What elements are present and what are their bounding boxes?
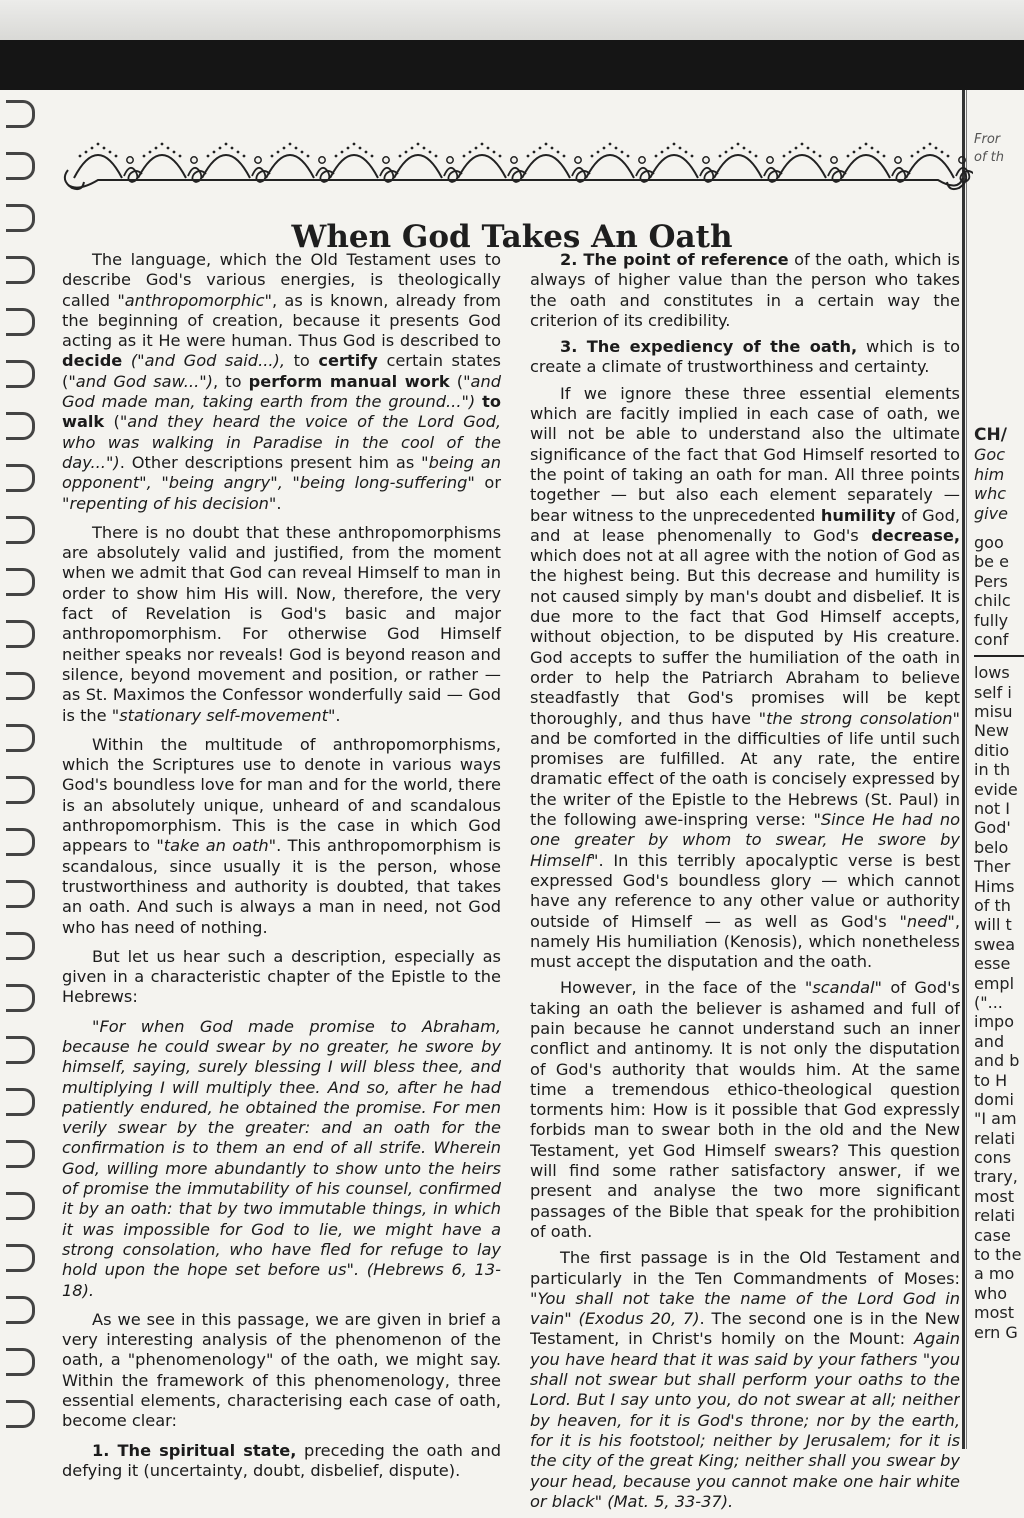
ornament-dot	[871, 147, 874, 150]
ornament-dot	[865, 143, 868, 146]
fragment-line: most	[974, 1303, 1014, 1323]
text-run: of God's taking an oath the believer is ashamed and full of pain because he cannot understand such an inner conflict and antinomy. It is not only the disputation of God's authority that woulds him. At the same time a tremendous ethico-theological question torments him: How is it possible that God expressly forbids man to swear both in the old and the New Testament, yet God Himself swears? This question will find some rather satisfactory answer, if we present and analyse the two more significant passages of the Bible that speak for the prohibition of oath.	[530, 978, 960, 1241]
ornament-dot	[481, 143, 484, 146]
text-run: decrease,	[871, 525, 960, 545]
ornament-arch	[714, 155, 762, 178]
text-run: .	[335, 705, 341, 725]
paragraph	[62, 735, 501, 938]
ornament-dot	[795, 147, 798, 150]
text-run: , as is known, already from the beginning of creation, because it presents God acting as it He were human. Thus God is described to	[62, 290, 501, 351]
text-run: or	[474, 473, 501, 493]
binding-loop	[6, 1140, 35, 1168]
ornament-dot	[109, 151, 112, 154]
ornament-dot	[429, 151, 432, 154]
binding-loop	[6, 1348, 35, 1376]
ornament-dot	[231, 147, 234, 150]
fragment-line: lows	[974, 663, 1010, 683]
paragraph	[530, 250, 960, 331]
fragment-line: not I	[974, 799, 1011, 819]
ornament-arch	[202, 155, 250, 178]
ornament-dot	[923, 147, 926, 150]
ornament-dot	[219, 147, 222, 150]
ornament-arch	[138, 155, 186, 178]
text-run: . This anthropomorphism is scandalous, since usually it is the person, whose trustworthiness and authority is doubted, that takes an oath. And such is always a man in need, not God who has need of nothing.	[62, 836, 501, 937]
fragment-line: fully	[974, 610, 1009, 630]
text-run: "Since He had no one greater by whom to swear, He swore by Himself"	[530, 810, 960, 870]
text-run: "the strong consolation"	[758, 708, 960, 728]
ornament-dot	[719, 155, 722, 158]
fragment-line: impo	[974, 1012, 1014, 1032]
fragment-line: ern G	[974, 1322, 1018, 1342]
ornament-arch	[330, 155, 378, 178]
ornament-dot	[341, 151, 344, 154]
text-run: Within the multitude of anthropomorphisms, which the Scriptures use to denote in various ways God's boundless love for man and for the world, there is an absolutely unique, unheard of and scandalous anthropomorphism. This is the case in which God appears to	[62, 734, 501, 856]
ornament-dot	[563, 155, 566, 158]
ornament-knot	[575, 157, 581, 163]
ornament-knot	[511, 157, 517, 163]
fragment-line: God'	[974, 818, 1011, 838]
binding-loop	[6, 360, 35, 388]
ornament-dot	[911, 155, 914, 158]
ornament-dot	[149, 151, 152, 154]
text-run: If we ignore these three essential elements which are facitly implied in each case of oath, we will not be able to understand also the ultimate significance of the fact that God Himself resorted to the point of taking an oath for man. All three points together — but also each element separately — bear witness to the unprecedented	[530, 383, 960, 525]
text-run: As we see in this passage, we are given in brief a very interesting analysis of the phenomenon of the oath, a "phenomenology" of the oath, we might say. Within the framework of this phenomenology, three essential elements, characterising each case of oath, become clear:	[62, 1309, 501, 1431]
ornament-flourish	[956, 168, 973, 182]
text-run: , namely His humiliation (Kenosis), which nonetheless must accept the disputation and the oath.	[530, 911, 960, 972]
ornament-arch	[778, 155, 826, 178]
ornament-dot	[551, 147, 554, 150]
ornament-dot	[527, 155, 530, 158]
ornament-knot	[319, 157, 325, 163]
ornament-dot	[877, 151, 880, 154]
ornament-dot	[469, 151, 472, 154]
text-run: "For when God made promise to Abraham, because he could swear by no greater, he swore by himself, saying, surely blessing I will bless thee, and multiplying I will multiply thee. And so, after he had patiently endured, he obtained the promise. For men verily swear by the greater: and an oath for the confirmation is to them an end of all strife. Wherein God, willing more abundantly to show unto the heirs of promise the immutability of his counsel, confirmed it by an oath: that by two immutable things, in which it was impossible for God to lie, we might have a strong consolation, who have fled for refuge to lay hold upon the hope set before us". (Hebrews 6, 13-18).	[62, 1016, 501, 1300]
paragraph	[62, 947, 501, 1008]
binding-loop	[6, 1244, 35, 1272]
text-run: "repenting of his decision"	[62, 493, 277, 513]
ornament-dot	[463, 155, 466, 158]
ornament-dot	[941, 151, 944, 154]
fragment-line: most	[974, 1186, 1014, 1206]
ornament-dot	[359, 147, 362, 150]
decorative-ornament-border	[58, 130, 973, 200]
binding-loop	[6, 568, 35, 596]
right-column	[530, 250, 960, 1518]
binding-loop	[6, 620, 35, 648]
ornament-dot	[667, 147, 670, 150]
binding-loop	[6, 1296, 35, 1324]
text-run: which is to create a climate of trustworthiness and certainty.	[530, 337, 960, 377]
text-run: to walk	[62, 392, 501, 432]
ornament-knot	[255, 157, 261, 163]
ornament-dot	[603, 147, 606, 150]
text-run: perform manual work	[248, 371, 450, 391]
ornament-knot	[703, 157, 709, 163]
ornament-dot	[295, 147, 298, 150]
ornament-dot	[679, 147, 682, 150]
ornament-dot	[91, 147, 94, 150]
ornament-dot	[85, 151, 88, 154]
binding-loop	[6, 1036, 35, 1064]
ornament-knot	[127, 157, 133, 163]
ornament-dot	[225, 143, 228, 146]
ornament-dot	[731, 147, 734, 150]
text-run: ("and God said...),	[122, 351, 294, 371]
text-run: "anthropomorphic"	[117, 290, 272, 310]
fragment-line: be e	[974, 552, 1009, 572]
binding-loop	[6, 464, 35, 492]
fragment-line: chilc	[974, 591, 1011, 611]
fragment-line: Pers	[974, 571, 1008, 591]
text-run: "stationary self-movement"	[111, 705, 336, 725]
text-run: "scandal"	[804, 978, 882, 998]
ornament-knot	[831, 157, 837, 163]
text-run: (	[449, 371, 464, 391]
ornament-dot	[97, 143, 100, 146]
ornament-dot	[307, 155, 310, 158]
ornament-dot	[487, 147, 490, 150]
ornament-dot	[749, 151, 752, 154]
fragment-line: will t	[974, 915, 1012, 935]
ornament-dot	[347, 147, 350, 150]
fragment-line: conf	[974, 629, 1009, 649]
text-run: The language, which the Old Testament uses to describe God's various energies, is theologically called	[62, 250, 501, 310]
binding-loop	[6, 1400, 35, 1428]
binding-loop	[6, 516, 35, 544]
fragment-line: CH/	[974, 425, 1007, 445]
fragment-line: Fror	[974, 132, 1001, 147]
fragment-line: who	[974, 1283, 1008, 1303]
binding-loop	[6, 1088, 35, 1116]
ornament-dot	[161, 143, 164, 146]
text-run: of the oath, which is always of higher value than the person who takes the oath and constitutes in a certain way the criterion of its credibility.	[530, 250, 960, 330]
ornament-arch	[650, 155, 698, 178]
ornament-knot	[639, 157, 645, 163]
ornament-baseline	[68, 178, 963, 188]
fragment-line: relati	[974, 1206, 1016, 1226]
text-run: . Other descriptions present him as	[119, 452, 422, 472]
text-run: "take an oath"	[156, 836, 277, 856]
binding-loop	[6, 880, 35, 908]
ornament-dot	[609, 143, 612, 146]
fragment-line: Hims	[974, 876, 1015, 896]
ornament-knot	[895, 157, 901, 163]
fragment-line: self i	[974, 682, 1012, 702]
ornament-arch	[522, 155, 570, 178]
ornament-dot	[237, 151, 240, 154]
fragment-line: relati	[974, 1128, 1016, 1148]
text-run: humility	[820, 505, 896, 525]
paragraph	[530, 337, 960, 378]
fragment-line: in th	[974, 760, 1011, 780]
ornament-arch	[906, 155, 954, 178]
ornament-dot	[597, 151, 600, 154]
ornament-dot	[621, 151, 624, 154]
ornament-dot	[929, 143, 932, 146]
ornament-dot	[213, 151, 216, 154]
ornament-dot	[783, 155, 786, 158]
text-run: to	[293, 351, 319, 371]
ornament-knot	[191, 157, 197, 163]
ornament-dot	[115, 155, 118, 158]
ornament-dot	[755, 155, 758, 158]
text-run: certify	[318, 351, 378, 371]
binding-loop	[6, 724, 35, 752]
page-edge	[962, 90, 965, 1449]
ornament-dot	[935, 147, 938, 150]
ornament-knot	[767, 157, 773, 163]
ornament-dot	[493, 151, 496, 154]
fragment-line: trary,	[974, 1167, 1018, 1187]
text-run: , to	[212, 371, 249, 391]
ornament-dot	[335, 155, 338, 158]
ornament-dot	[813, 151, 816, 154]
ornament-dot	[691, 155, 694, 158]
fragment-line: and b	[974, 1051, 1020, 1071]
ornament-dot	[807, 147, 810, 150]
paragraph	[530, 384, 960, 973]
text-run: Again you have heard that it was said by your fathers "you shall not swear but shall perform your oaths to the Lord. But I say unto you, do not swear at all; neither by heaven, for it is God's throne; nor by the earth, for it is his footstool; neither by Jerusalem; for it is the city of the great King; neither shall you swear by your head, because you cannot make one hair white or black" (Mat. 5, 33-37).	[530, 1329, 960, 1511]
text-run: There is no doubt that these anthropomorphisms are absolutely valid and justified, from the moment when we admit that God can reveal Himself to man in order to show him His will. Now, therefore, the very fact of Revelation is God's basic and major anthropomorphism. For otherwise God Himself neither speaks nor reveals! God is beyond reason and silence, beyond movement and position, or rather — as St. Maximos the Confessor wonderfully said — God is the	[62, 522, 501, 725]
fragment-line: evide	[974, 779, 1018, 799]
fragment-line: ("...	[974, 992, 1003, 1012]
ornament-dot	[591, 155, 594, 158]
ornament-dot	[539, 147, 542, 150]
ornament-dot	[545, 143, 548, 146]
binding-loop	[6, 932, 35, 960]
ornament-dot	[435, 155, 438, 158]
text-run: preceding the oath and defying it (uncertainty, doubt, disbelief, dispute).	[62, 1440, 501, 1480]
ornament-dot	[271, 155, 274, 158]
ornament-dot	[103, 147, 106, 150]
article-title: When God Takes An Oath	[291, 218, 733, 255]
ornament-dot	[499, 155, 502, 158]
left-column	[62, 250, 501, 1490]
binding-loop	[6, 100, 35, 128]
ornament-dot	[207, 155, 210, 158]
ornament-dot	[859, 147, 862, 150]
text-run: .	[276, 493, 282, 513]
paragraph	[62, 250, 501, 514]
paragraph	[530, 978, 960, 1242]
fragment-line: give	[974, 503, 1008, 523]
paragraph	[530, 1248, 960, 1512]
text-run: "being an opponent", "being angry", "being long-suffering"	[62, 452, 501, 493]
ornament-dot	[79, 155, 82, 158]
fragment-line: of th	[974, 150, 1004, 165]
ornament-dot	[417, 143, 420, 146]
fragment-rule	[974, 655, 1024, 657]
ornament-dot	[155, 147, 158, 150]
text-run: "and God saw...")	[68, 371, 213, 391]
ornament-dot	[661, 151, 664, 154]
ornament-dot	[243, 155, 246, 158]
ornament-dot	[655, 155, 658, 158]
ornament-arch	[586, 155, 634, 178]
ornament-dot	[173, 151, 176, 154]
text-run: But let us hear such a description, especially as given in a characteristic chapter of the Epistle to the Hebrews:	[62, 946, 501, 1007]
binding-loop	[6, 984, 35, 1012]
fragment-line: to the	[974, 1245, 1022, 1265]
fragment-line: goo	[974, 532, 1004, 552]
fragment-line: whc	[974, 484, 1007, 504]
paragraph	[62, 1017, 501, 1301]
binding-loop	[6, 308, 35, 336]
scan-top-margin	[0, 0, 1024, 40]
ornament-dot	[847, 155, 850, 158]
fragment-line: of th	[974, 895, 1011, 915]
fragment-line: empl	[974, 973, 1015, 993]
ornament-dot	[301, 151, 304, 154]
text-run: "and they heard the voice of the Lord God, who was walking in Paradise in the cool of the day...")	[62, 412, 501, 472]
fragment-line: domi	[974, 1089, 1014, 1109]
ornament-dot	[533, 151, 536, 154]
fragment-line: swea	[974, 934, 1016, 954]
text-run: which does not at all agree with the notion of God as the highest being. But this decrease and humility is not caused simply by man's doubt and disbelief. It is due more to the fact that God Himself accepts, without objection, to be disputed by His creature. God accepts to suffer the humiliation of the oath in order to help the Patriarch Abraham to believe steadfastly that God's promises will be kept thoroughly, and thus have	[530, 546, 960, 728]
spiral-binding	[0, 90, 40, 1449]
ornament-dot	[743, 147, 746, 150]
fragment-line: "I am	[974, 1109, 1017, 1129]
text-run: 2. The point of reference	[560, 250, 789, 269]
ornament-dot	[371, 155, 374, 158]
binding-loop	[6, 412, 35, 440]
ornament-dot	[277, 151, 280, 154]
ornament-dot	[801, 143, 804, 146]
ornament-dot	[283, 147, 286, 150]
ornament-dot	[819, 155, 822, 158]
binding-loop	[6, 776, 35, 804]
text-run: and be comforted in the difficulties of life until such promises are fulfilled. At any rate, the entire dramatic effect of the oath is concisely expressed by the writer of the Epistle to the Hebrews (St. Paul) in the following awe-inspring verse:	[530, 728, 960, 830]
fragment-line: misu	[974, 702, 1013, 722]
adjacent-page-fragment	[974, 130, 1024, 1342]
ornament-dot	[557, 151, 560, 154]
fragment-line: Ther	[974, 857, 1011, 877]
ornament-dot	[615, 147, 618, 150]
paragraph	[62, 1441, 501, 1482]
ornament-dot	[917, 151, 920, 154]
fragment-line: to H	[974, 1070, 1008, 1090]
text-run: decide	[62, 351, 123, 371]
fragment-line: New	[974, 721, 1009, 741]
ornament-arch	[394, 155, 442, 178]
binding-loop	[6, 1192, 35, 1220]
fragment-line: belo	[974, 837, 1009, 857]
text-run: . The second one is in the New Testament, in Christ's homily on the Mount:	[530, 1309, 960, 1349]
text-run: However, in the face of the	[560, 978, 805, 998]
fragment-line: him	[974, 464, 1005, 484]
scan-top-bar	[0, 40, 1024, 90]
fragment-line: Goc	[974, 445, 1005, 465]
ornament-dot	[167, 147, 170, 150]
text-run: 1. The spiritual state,	[92, 1440, 297, 1460]
text-run: . In this terribly apocalyptic verse is best expressed God's boundless glory — which cannot have any reference to any other value or authority outside of Himself — as well as God's	[530, 850, 960, 931]
ornament-knot	[447, 157, 453, 163]
fragment-line: ditio	[974, 740, 1010, 760]
ornament-arch	[842, 155, 890, 178]
text-run: (	[104, 412, 120, 432]
ornament-dot	[405, 151, 408, 154]
text-run: of God, and at lease phenomenally to God's	[530, 505, 960, 545]
page-edge-shadow	[966, 90, 967, 1449]
ornament-dot	[685, 151, 688, 154]
ornament-dot	[789, 151, 792, 154]
text-run: "and God made man, taking earth from the ground...")	[62, 371, 502, 412]
ornament-dot	[853, 151, 856, 154]
ornament-dot	[673, 143, 676, 146]
fragment-line: a mo	[974, 1264, 1015, 1284]
ornament-dot	[411, 147, 414, 150]
text-run: "You shall not take the name of the Lord God in vain" (Exodus 20, 7)	[530, 1288, 960, 1329]
paragraph	[62, 1310, 501, 1432]
ornament-arch	[266, 155, 314, 178]
text-run: The first passage is in the Old Testament and particularly in the Ten Commandments of Moses:	[530, 1248, 960, 1288]
ornament-dot	[179, 155, 182, 158]
fragment-line: and	[974, 1031, 1005, 1051]
ornament-knot	[383, 157, 389, 163]
ornament-dot	[883, 155, 886, 158]
ornament-dot	[475, 147, 478, 150]
ornament-knot	[959, 157, 965, 163]
binding-loop	[6, 256, 35, 284]
ornament-dot	[423, 147, 426, 150]
ornament-arch	[458, 155, 506, 178]
fragment-line: cons	[974, 1148, 1012, 1168]
text-run: "need"	[899, 911, 955, 931]
ornament-dot	[365, 151, 368, 154]
ornament-dot	[947, 155, 950, 158]
fragment-line: case	[974, 1225, 1011, 1245]
ornament-dot	[399, 155, 402, 158]
ornament-dot	[737, 143, 740, 146]
text-run: 3. The expediency of the oath,	[560, 337, 858, 357]
binding-loop	[6, 672, 35, 700]
ornament-dot	[627, 155, 630, 158]
text-run: certain states (	[62, 351, 501, 391]
fragment-line: esse	[974, 954, 1011, 974]
binding-loop	[6, 828, 35, 856]
ornament-dot	[353, 143, 356, 146]
ornament-dot	[289, 143, 292, 146]
ornament-dot	[725, 151, 728, 154]
ornament-dot	[143, 155, 146, 158]
binding-loop	[6, 152, 35, 180]
paragraph	[62, 523, 501, 726]
ornament-arch	[74, 155, 122, 178]
